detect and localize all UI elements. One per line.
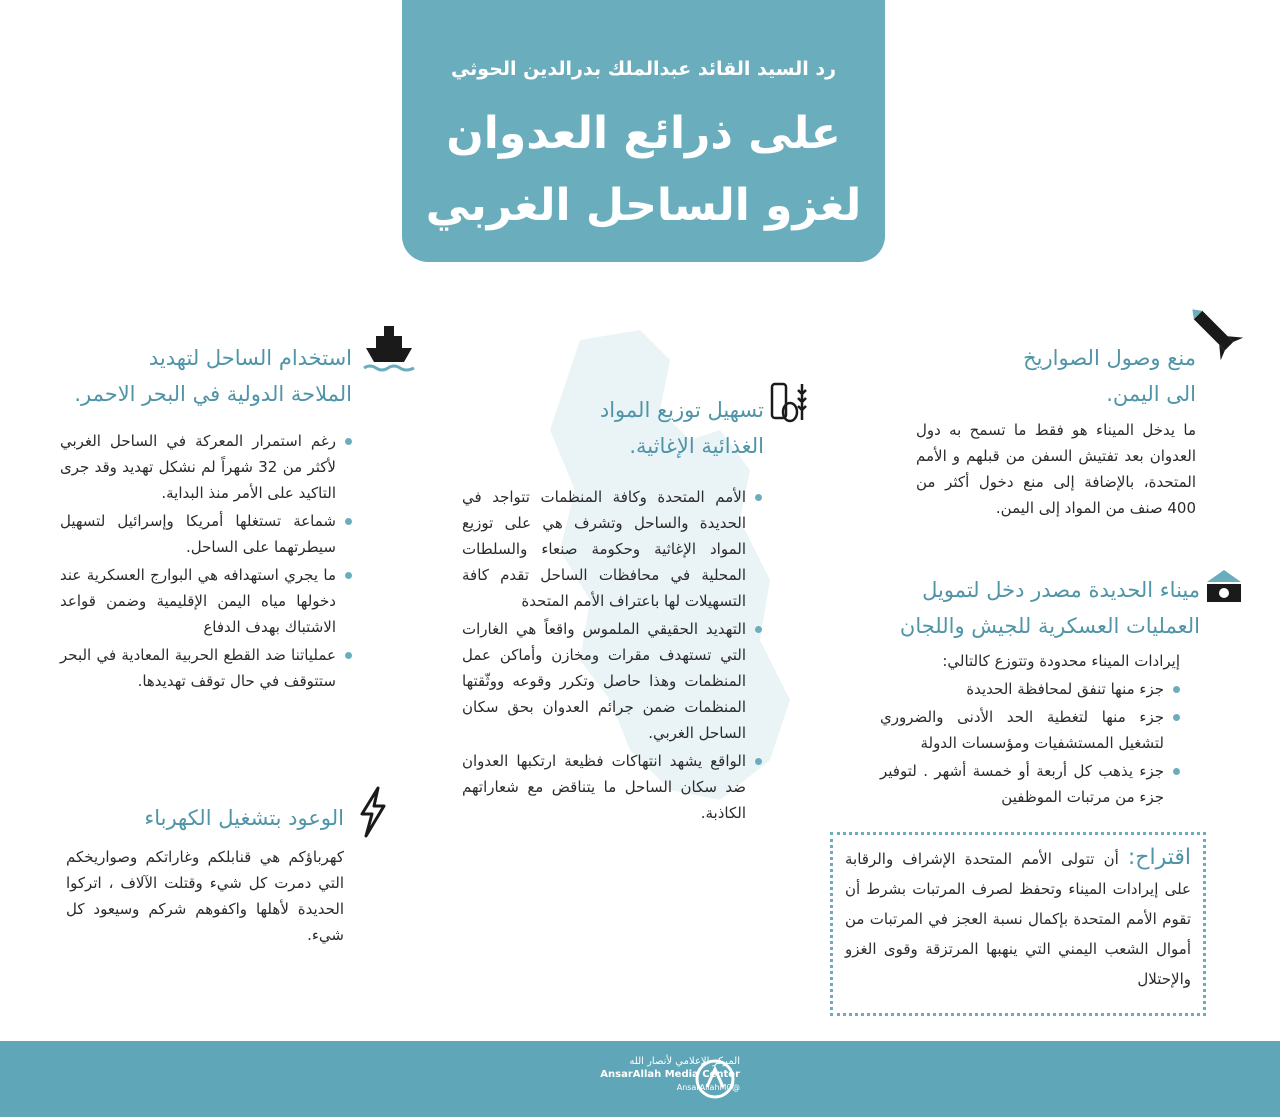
social-handle: @AnsarAllahMC xyxy=(676,1083,740,1092)
media-center-logo-icon xyxy=(693,1057,737,1101)
port-intro: إيرادات الميناء محدودة وتتوزع كالتالي: xyxy=(942,652,1180,670)
navigation-title-line2: الملاحة الدولية في البحر الاحمر. xyxy=(74,382,352,406)
missiles-title-line1: منع وصول الصواريخ xyxy=(1023,346,1196,370)
list-item: جزء منها تنفق لمحافظة الحديدة xyxy=(880,676,1180,702)
port-section-title xyxy=(860,572,1200,644)
header-title-line2: لغزو الساحل الغربي xyxy=(425,180,862,231)
header-banner xyxy=(402,0,885,262)
ship-icon xyxy=(362,322,416,378)
port-title-line2: العمليات العسكرية للجيش واللجان xyxy=(899,614,1200,638)
navigation-list xyxy=(60,428,352,696)
list-item: التهديد الحقيقي الملموس واقعاً هي الغارات التي تستهدف مقرات ومخازن وأماكن عمل المنظمات وهذا حاصل وتكرر وقوعه ووثّقتها المنظمات ضمن جرائم العدوان بحق سكان الساحل الغربي. xyxy=(462,616,762,746)
list-item: ما يجري استهدافه هي البوارج العسكرية عند دخولها مياه اليمن الإقليمية وضمن قواعد الاشتباك بهدف الدفاع xyxy=(60,562,352,640)
list-item: رغم استمرار المعركة في الساحل الغربي لأكثر من 32 شهراً لم نشكل تهديد وقد جرى التاكيد على الأمر منذ البداية. xyxy=(60,428,352,506)
port-title-line1: ميناء الحديدة مصدر دخل لتمويل xyxy=(922,578,1200,602)
list-item: جزء يذهب كل أربعة أو خمسة أشهر . لتوفير جزء من مرتبات الموظفين xyxy=(880,758,1180,810)
port-list xyxy=(880,676,1180,812)
money-icon xyxy=(1203,566,1245,606)
aid-title-line2: الغذائية الإغاثية. xyxy=(629,434,764,458)
missiles-section-title xyxy=(1000,340,1196,412)
list-item: شماعة تستغلها أمريكا وإسرائيل لتسهيل سيطرتهما على الساحل. xyxy=(60,508,352,560)
navigation-section-title xyxy=(60,340,352,412)
missiles-title-line2: الى اليمن. xyxy=(1106,382,1196,406)
electricity-body: كهرباؤكم هي قنابلكم وغاراتكم وصواريخكم التي دمرت كل شيء وقتلت الآلاف ، اتركوا الحديدة لأهلها واكفوهم شركم وسيعود كل شيء. xyxy=(66,848,344,944)
list-item: جزء منها لتغطية الحد الأدنى والضروري لتشغيل المستشفيات ومؤسسات الدولة xyxy=(880,704,1180,756)
header-subtitle: رد السيد القائد عبدالملك بدرالدين الحوثي xyxy=(450,58,837,80)
proposal-label: اقتراح: xyxy=(1127,845,1191,870)
food-aid-icon xyxy=(768,378,812,424)
proposal-text: أن تتولى الأمم المتحدة الإشراف والرقابة على إيرادات الميناء وتحفظ لصرف المرتبات بشرط أن تقوم الأمم المتحدة بإكمال نسبة العجز في المرتبات من أموال الشعب اليمني التي ينهبها المرتزقة وقوى الغزو والإحتلال xyxy=(845,850,1191,988)
list-item: الواقع يشهد انتهاكات فظيعة ارتكبها العدوان ضد سكان الساحل ما يتناقض مع شعاراتهم الكاذبة. xyxy=(462,748,762,826)
missiles-body: ما يدخل الميناء هو فقط ما تسمح به دول العدوان بعد تفتيش السفن من قبلهم و الأمم المتحدة، بالإضافة إلى منع دخول أكثر من 400 صنف من المواد إلى اليمن. xyxy=(916,421,1196,517)
org-english-name: AnsarAllah Media Center xyxy=(600,1069,740,1080)
proposal-box xyxy=(830,832,1206,1016)
footer-bar xyxy=(0,1041,1280,1117)
navigation-title-line1: استخدام الساحل لتهديد xyxy=(148,346,352,370)
org-arabic-name: المركز الإعلامي لأنصار الله xyxy=(629,1056,740,1067)
electricity-title: الوعود بتشغيل الكهرباء xyxy=(144,806,344,830)
electricity-section-title xyxy=(100,800,344,836)
header-title-line1: على ذرائع العدوان xyxy=(446,108,841,159)
aid-list xyxy=(462,484,762,828)
aid-section-title xyxy=(560,392,764,464)
lightning-bolt-icon xyxy=(356,786,390,838)
list-item: عملياتنا ضد القطع الحربية المعادية في البحر ستتوقف في حال توقف تهديدها. xyxy=(60,642,352,694)
aid-title-line1: تسهيل توزيع المواد xyxy=(599,398,764,422)
list-item: الأمم المتحدة وكافة المنظمات تتواجد في الحديدة والساحل وتشرف هي على توزيع المواد الإغاثية وحكومة صنعاء والسلطات المحلية في محافظات الساحل تقدم كافة التسهيلات لها باعتراف الأمم المتحدة xyxy=(462,484,762,614)
